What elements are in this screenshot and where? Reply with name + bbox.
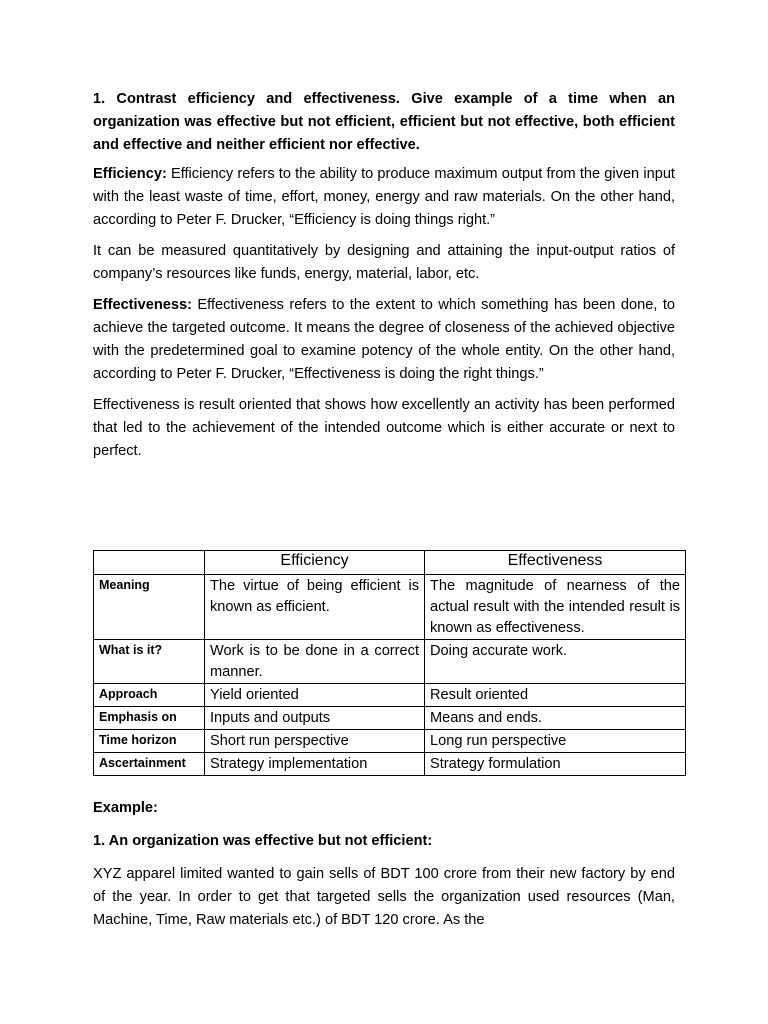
document-body [93,88,675,471]
effectiveness-cell: Doing accurate work. [425,640,686,684]
row-label: Time horizon [94,730,205,753]
row-label: Emphasis on [94,707,205,730]
table-header-efficiency: Efficiency [205,551,425,575]
row-label: Ascertainment [94,753,205,776]
table-header-effectiveness: Effectiveness [425,551,686,575]
question-heading: 1. Contrast efficiency and effectiveness. Give example of a time when an organization was effective but not efficient, efficient but not effective, both efficient and effective and neither efficient nor effective. [93,91,675,153]
row-label: What is it? [94,640,205,684]
effectiveness-paragraph [93,294,675,386]
efficiency-term: Efficiency: [93,166,167,182]
table-row [94,730,686,753]
row-label: Approach [94,684,205,707]
example-subheading: 1. An organization was effective but not efficient: [93,833,433,849]
efficiency-paragraph [93,163,675,232]
comparison-table [93,550,686,776]
table-row [94,640,686,684]
row-label: Meaning [94,575,205,640]
effectiveness-cell: Long run perspective [425,730,686,753]
table-header-blank [94,551,205,575]
measure-paragraph: It can be measured quantitatively by designing and attaining the input-output ratios of company’s resources like funds, energy, material, labor, etc. [93,243,675,282]
effectiveness-cell: Means and ends. [425,707,686,730]
effectiveness-cell: Strategy formulation [425,753,686,776]
result-paragraph: Effectiveness is result oriented that shows how excellently an activity has been performed that led to the achievement of the intended outcome which is either accurate or next to perfect. [93,397,675,459]
efficiency-definition: Efficiency refers to the ability to produce maximum output from the given input with the least waste of time, effort, money, energy and raw materials. On the other hand, according to Peter F. Drucker, “Efficiency is doing things right.” [93,166,675,228]
table-row [94,753,686,776]
example-paragraph: XYZ apparel limited wanted to gain sells of BDT 100 crore from their new factory by end of the year. In order to get that targeted sells the organization used resources (Man, Machine, Time, Raw materials etc.) of BDT 120 crore. As the [93,866,675,928]
effectiveness-cell: Result oriented [425,684,686,707]
effectiveness-definition: Effectiveness refers to the extent to which something has been done, to achieve the targeted outcome. It means the degree of closeness of the achieved objective with the predetermined goal to examine potency of the whole entity. On the other hand, according to Peter F. Drucker, “Effectiveness is doing the right things.” [93,297,675,382]
efficiency-cell: Short run perspective [205,730,425,753]
table-header-row [94,551,686,575]
efficiency-cell: Yield oriented [205,684,425,707]
efficiency-cell: Strategy implementation [205,753,425,776]
table-row [94,575,686,640]
example-section [93,797,675,940]
efficiency-cell: The virtue of being efficient is known as efficient. [205,575,425,640]
efficiency-cell: Inputs and outputs [205,707,425,730]
effectiveness-term: Effectiveness: [93,297,192,313]
table-row [94,707,686,730]
example-heading: Example: [93,800,158,816]
effectiveness-cell: The magnitude of nearness of the actual result with the intended result is known as effectiveness. [425,575,686,640]
table-row [94,684,686,707]
efficiency-cell: Work is to be done in a correct manner. [205,640,425,684]
